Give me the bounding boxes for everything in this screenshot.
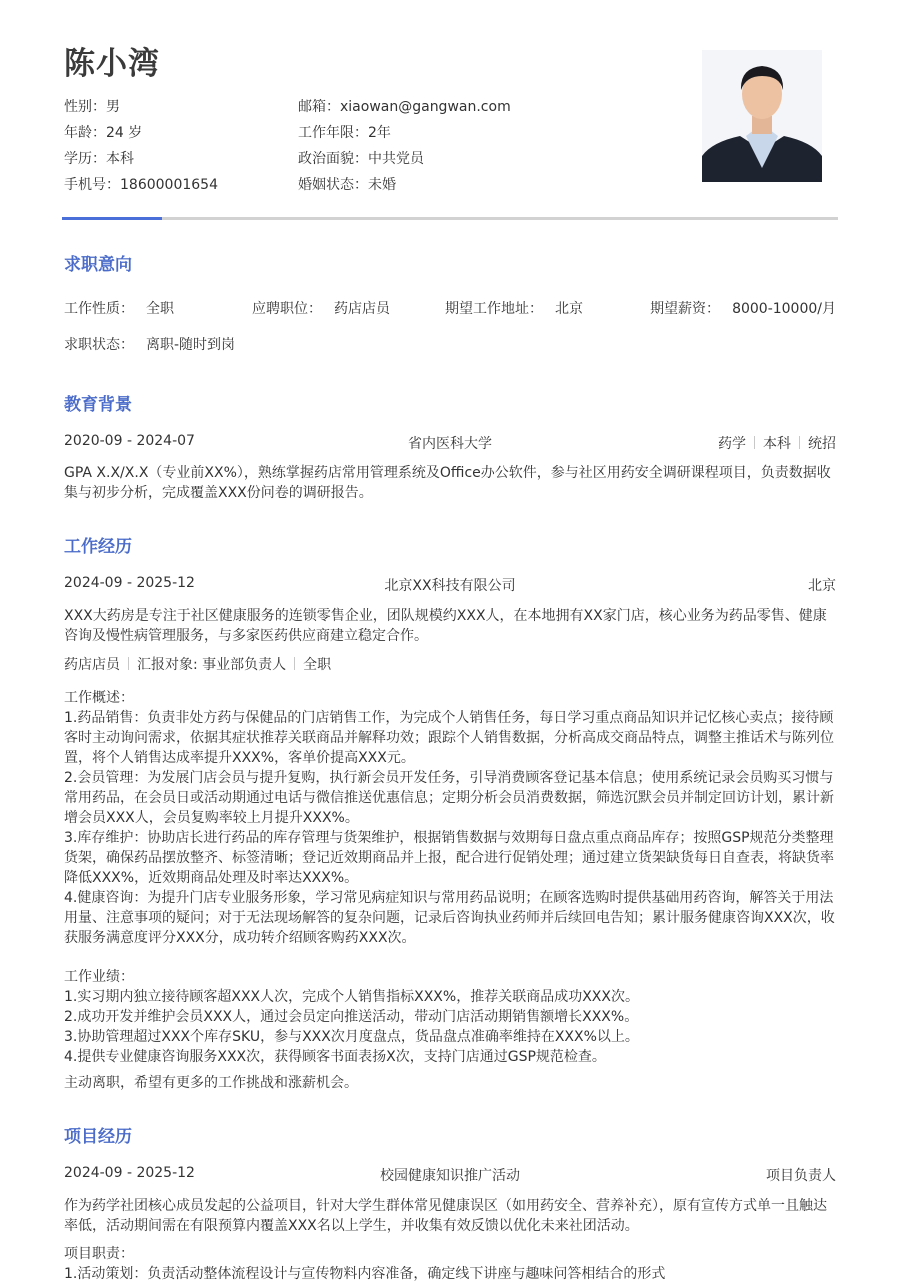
- work-perf-item: 3.协助管理超过XXX个库存SKU，参与XXX次月度盘点，货品盘点准确率维持在XXX%以上。: [64, 1029, 639, 1045]
- project-duties: [64, 1244, 836, 1284]
- work-date: 2024-09 - 2025-12: [64, 575, 195, 591]
- header-divider: [62, 217, 838, 220]
- work-summary-title: 工作概述：: [64, 690, 134, 706]
- work-company: 北京XX科技有限公司: [384, 578, 516, 594]
- project-role: 项目负责人: [766, 1168, 836, 1184]
- info-age: 年龄：24 岁: [64, 125, 143, 141]
- work-summary-item: 3.库存维护：协助店长进行药品的库存管理与货架维护，根据销售数据与效期每日盘点重点商品库存；按照GSP规范分类整理货架，确保药品摆放整齐、标签清晰；登记近效期商品并上报，配合进行促销处理；通过建立货架缺货每日自查表，将缺货率降低XXX%，近效期商品处理及时率达XXX%。: [64, 830, 834, 886]
- project-name: 校园健康知识推广活动: [380, 1168, 520, 1184]
- work-perf-item: 2.成功开发并维护会员XXX人，通过会员定向推送活动，带动门店活动期销售额增长XXX%。: [64, 1009, 639, 1025]
- profile-photo: [702, 50, 822, 182]
- section-title-education: 教育背景: [64, 395, 132, 415]
- work-perf-item: 1.实习期内独立接待顾客超XXX人次，完成个人销售指标XXX%，推荐关联商品成功XXX次。: [64, 989, 639, 1005]
- work-tags: 药店店员 汇报对象: 事业部负责人 全职: [64, 657, 332, 673]
- work-perf-title: 工作业绩：: [64, 969, 134, 985]
- work-summary: [64, 688, 836, 948]
- intent-location: 期望工作地址： 北京: [445, 301, 583, 317]
- work-leave-reason: 主动离职，希望有更多的工作挑战和涨薪机会。: [64, 1075, 358, 1091]
- intent-salary: 期望薪资： 8000-10000/月: [650, 301, 836, 317]
- work-performance: [64, 967, 836, 1067]
- education-row: [64, 433, 836, 453]
- project-intro: 作为药学社团核心成员发起的公益项目，针对大学生群体常见健康误区（如用药安全、营养补充），原有宣传方式单一且触达率低，活动期间需在有限预算内覆盖XXX名以上学生，并收集有效反馈以优化未来社团活动。: [64, 1198, 827, 1234]
- candidate-name: 陈小湾: [64, 46, 160, 82]
- work-summary-item: 2.会员管理：为发展门店会员与提升复购，执行新会员开发任务，引导消费顾客登记基本信息；使用系统记录会员购买习惯与常用药品，在会员日或活动期通过电话与微信推送优惠信息；定期分析会员消费数据，筛选沉默会员并制定回访计划，累计新增会员XXX人，会员复购率较上月提升XXX%。: [64, 770, 834, 826]
- project-duty-item: 1.活动策划：负责活动整体流程设计与宣传物料内容准备，确定线下讲座与趣味问答相结合的形式: [64, 1266, 666, 1282]
- info-degree: 学历：本科: [64, 151, 134, 167]
- info-gender: 性别：男: [64, 99, 120, 115]
- section-title-project: 项目经历: [64, 1127, 132, 1147]
- work-perf-item: 4.提供专业健康咨询服务XXX次，获得顾客书面表扬X次，支持门店通过GSP规范检查。: [64, 1049, 606, 1065]
- work-summary-item: 4.健康咨询：为提升门店专业服务形象，学习常见病症知识与常用药品说明；在顾客选购时提供基础用药咨询，解答关于用法用量、注意事项的疑问；对于无法现场解答的复杂问题，记录后咨询执业药师并后续回电告知；累计服务健康咨询XXX次，收获服务满意度评分XXX分，成功转介绍顾客购药XXX次。: [64, 890, 835, 946]
- divider-accent: [62, 217, 162, 220]
- intent-job-type: 工作性质： 全职: [64, 301, 174, 317]
- project-row: [64, 1165, 836, 1185]
- education-date: 2020-09 - 2024-07: [64, 433, 195, 449]
- project-duty-title: 项目职责：: [64, 1246, 134, 1262]
- work-city: 北京: [808, 578, 836, 594]
- info-email: 邮箱：xiaowan@gangwan.com: [298, 99, 511, 115]
- education-school: 省内医科大学: [408, 436, 492, 452]
- info-phone: 手机号：18600001654: [64, 177, 218, 193]
- section-title-work: 工作经历: [64, 537, 132, 557]
- work-company-intro: XXX大药房是专注于社区健康服务的连锁零售企业，团队规模约XXX人，在本地拥有XX家门店，核心业务为药品零售、健康咨询及慢性病管理服务，与多家医药供应商建立稳定合作。: [64, 608, 827, 644]
- info-work-years: 工作年限：2年: [298, 125, 391, 141]
- section-title-intent: 求职意向: [64, 255, 132, 275]
- work-row: [64, 575, 836, 595]
- education-desc: GPA X.X/X.X（专业前XX%），熟练掌握药店常用管理系统及Office办公软件，参与社区用药安全调研课程项目，负责数据收集与初步分析，完成覆盖XXX份问卷的调研报告。: [64, 465, 831, 501]
- education-tags: 药学 本科 统招: [718, 436, 836, 452]
- intent-status: 求职状态： 离职-随时到岗: [64, 337, 236, 353]
- intent-position: 应聘职位： 药店店员: [252, 301, 390, 317]
- info-politics: 政治面貌：中共党员: [298, 151, 424, 167]
- info-marital: 婚姻状态：未婚: [298, 177, 396, 193]
- project-date: 2024-09 - 2025-12: [64, 1165, 195, 1181]
- work-summary-item: 1.药品销售：负责非处方药与保健品的门店销售工作，为完成个人销售任务，每日学习重点商品知识并记忆核心卖点；接待顾客时主动询问需求，依据其症状推荐关联商品并解释功效；跟踪个人销售数据，分析高成交商品特点，调整主推话术与陈列位置，将个人销售达成率提升XXX%，客单价提高XXX元。: [64, 710, 834, 766]
